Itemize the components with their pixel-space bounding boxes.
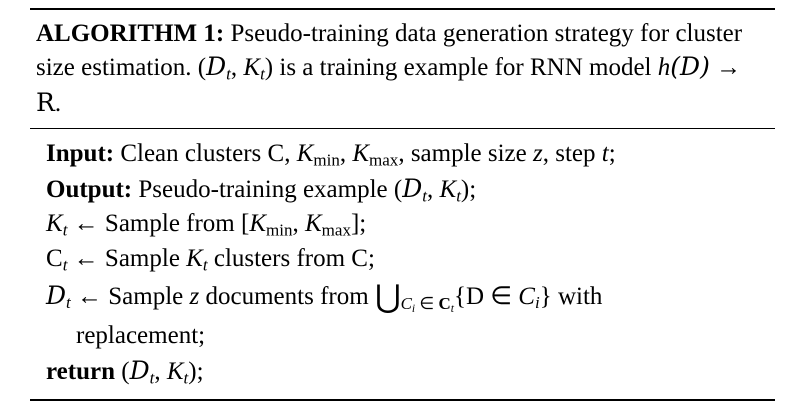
dt-z-symbol: z bbox=[189, 283, 200, 311]
return-k-sub: t bbox=[183, 367, 189, 387]
kt-assign-arrow: ← bbox=[67, 210, 105, 238]
return-text-1: ( bbox=[114, 357, 130, 385]
union-sub-in: ∈ bbox=[415, 293, 439, 313]
ct-text-2: clusters from C; bbox=[207, 244, 375, 272]
caption-dataset-subscript: t bbox=[226, 64, 231, 84]
dt-assign-arrow: ← bbox=[70, 283, 109, 311]
dt-set-ci-sub: i bbox=[534, 293, 540, 313]
return-keyword: return bbox=[46, 357, 115, 385]
caption-dataset-symbol: D bbox=[206, 52, 227, 82]
return-comma: , bbox=[154, 357, 167, 385]
union-subscript bbox=[401, 294, 454, 313]
dt-continuation: replacement; bbox=[76, 322, 206, 350]
dt-text-2: documents from bbox=[199, 283, 375, 311]
input-text-4: , step bbox=[542, 140, 602, 168]
return-dataset-symbol: D bbox=[129, 355, 150, 385]
union-sub-ct-index: t bbox=[450, 301, 454, 315]
dt-set-ci: C bbox=[518, 283, 535, 311]
caption-h-symbol: h bbox=[657, 54, 671, 82]
caption-k-symbol: K bbox=[243, 54, 261, 82]
kt-range-kmin-sub: min bbox=[266, 220, 293, 240]
input-semicolon: ; bbox=[608, 140, 616, 168]
caption-text-1: Pseudo-training data generation strategy for cluster size estimation. ( bbox=[36, 20, 743, 82]
kt-range-kmin: K bbox=[249, 210, 267, 238]
output-k-symbol: K bbox=[439, 175, 457, 203]
caption-comma: , bbox=[230, 54, 244, 82]
output-k-sub: t bbox=[456, 186, 461, 206]
output-comma: , bbox=[427, 175, 440, 203]
dt-text-1: Sample bbox=[108, 283, 190, 311]
return-k-symbol: K bbox=[166, 357, 184, 385]
kt-range-kmax-sub: max bbox=[321, 220, 351, 240]
algorithm-body bbox=[30, 129, 775, 399]
input-kmax: K bbox=[352, 140, 370, 168]
caption-reals-symbol: R bbox=[36, 88, 55, 118]
kt-range-end: ]; bbox=[350, 210, 367, 238]
kt-text: Sample from [ bbox=[104, 210, 250, 238]
union-operator-icon: ⋃ bbox=[374, 279, 401, 315]
line-sample-documents bbox=[46, 276, 769, 353]
dt-set-start: {D ∈ bbox=[453, 283, 519, 311]
ct-kt-symbol: K bbox=[186, 244, 203, 272]
return-end: ); bbox=[188, 357, 204, 385]
bottom-rule bbox=[30, 399, 775, 401]
kt-sub: t bbox=[62, 220, 68, 240]
input-text-3: , sample size bbox=[398, 140, 533, 168]
caption-k-subscript: t bbox=[260, 64, 265, 84]
line-sample-clusters bbox=[46, 242, 769, 277]
line-return bbox=[46, 354, 769, 390]
dt-sub: t bbox=[66, 293, 71, 313]
return-dataset-sub: t bbox=[149, 367, 155, 387]
dt-symbol: D bbox=[46, 281, 67, 311]
ct-text-1: Sample bbox=[104, 244, 187, 272]
dt-text-3: with bbox=[551, 283, 603, 311]
union-sub-ci: C bbox=[400, 293, 412, 313]
output-keyword: Output: bbox=[46, 175, 133, 203]
output-text-1: Pseudo-training example ( bbox=[132, 175, 403, 203]
input-kmax-sub: max bbox=[369, 150, 399, 170]
input-text-1: Clean clusters C, bbox=[114, 140, 297, 168]
kt-range-kmax: K bbox=[304, 210, 322, 238]
line-input bbox=[46, 137, 769, 172]
ct-symbol: C bbox=[46, 244, 63, 272]
input-text-2: , bbox=[339, 140, 353, 168]
line-sample-k bbox=[46, 207, 769, 242]
caption-text-2: ) is a training example for RNN model bbox=[264, 54, 658, 82]
ct-assign-arrow: ← bbox=[67, 244, 105, 272]
input-z: z bbox=[533, 140, 543, 168]
output-dataset-sub: t bbox=[422, 186, 427, 206]
kt-symbol: K bbox=[46, 210, 63, 238]
line-output bbox=[46, 172, 769, 208]
input-kmin: K bbox=[296, 140, 314, 168]
input-kmin-sub: min bbox=[313, 150, 340, 170]
ct-sub: t bbox=[62, 255, 68, 275]
union-sub-ct: C bbox=[438, 293, 451, 313]
input-t: t bbox=[601, 140, 609, 168]
output-dataset-symbol: D bbox=[402, 173, 423, 203]
caption-period: . bbox=[54, 90, 62, 118]
caption-h-argument: (D) bbox=[670, 52, 710, 82]
algorithm-label: ALGORITHM 1: bbox=[36, 20, 225, 47]
union-sub-ci-index: i bbox=[411, 301, 416, 315]
caption-arrow: → bbox=[709, 54, 742, 82]
kt-range-comma: , bbox=[292, 210, 305, 238]
algorithm-caption bbox=[30, 10, 775, 128]
ct-kt-sub: t bbox=[202, 255, 208, 275]
algorithm-block bbox=[30, 8, 775, 401]
dt-set-end: } bbox=[539, 283, 552, 311]
output-end: ); bbox=[460, 175, 477, 203]
input-keyword: Input: bbox=[46, 140, 115, 168]
